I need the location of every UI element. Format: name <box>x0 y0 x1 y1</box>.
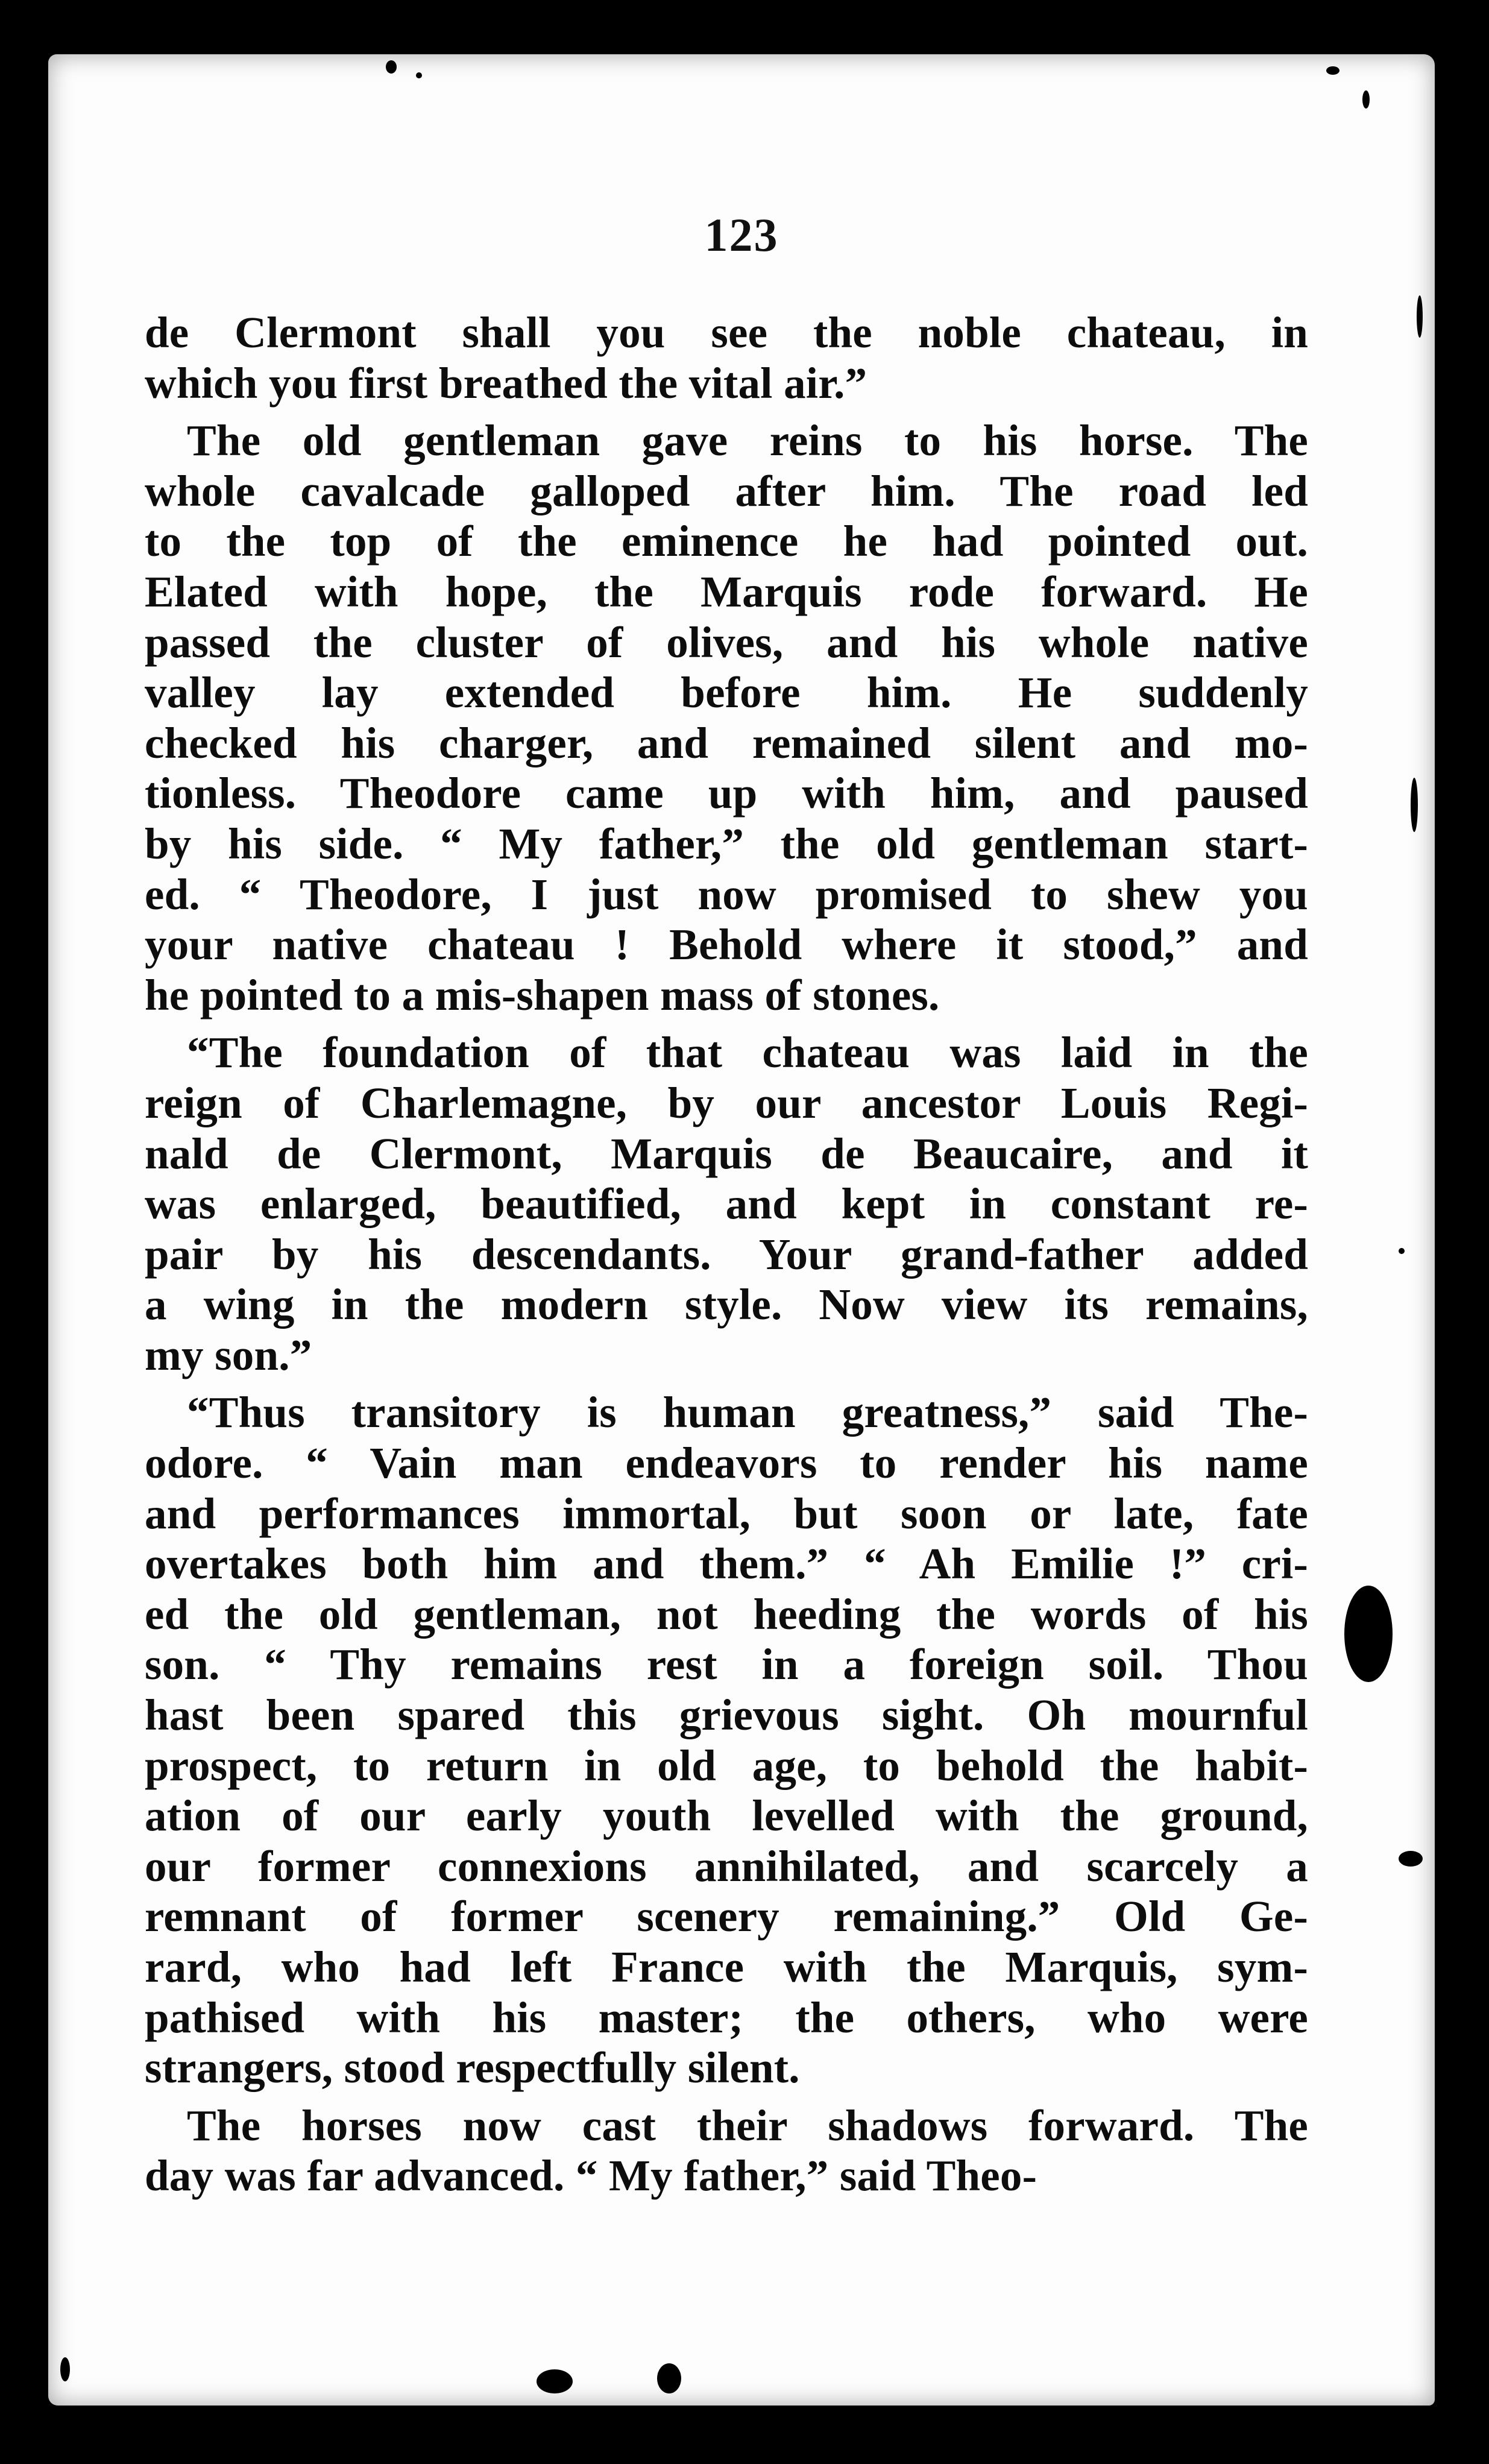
text-line: prospect, to return in old age, to behold the habit- <box>145 1741 1308 1790</box>
text-line: tionless. Theodore came up with him, and paused <box>145 769 1308 818</box>
text-line: overtakes both him and them.” “ Ah Emilie !” cri- <box>145 1539 1308 1589</box>
text-line: valley lay extended before him. He suddenly <box>145 668 1308 717</box>
text-line: my son.” <box>145 1330 312 1379</box>
text-line: he pointed to a mis-shapen mass of stones. <box>145 970 940 1019</box>
scan-speck <box>1417 295 1423 338</box>
text-line: nald de Clermont, Marquis de Beaucaire, and it <box>145 1129 1308 1178</box>
text-line: remnant of former scenery remaining.” Old Ge- <box>145 1892 1308 1941</box>
scan-speck <box>1399 1851 1423 1867</box>
text-line: by his side. “ My father,” the old gentleman start- <box>145 819 1308 868</box>
paragraph <box>145 415 1308 1020</box>
scan-speck <box>1362 90 1370 109</box>
text-line: passed the cluster of olives, and his whole native <box>145 617 1308 667</box>
text-line: ation of our early youth levelled with the ground, <box>145 1791 1308 1841</box>
text-line: The horses now cast their shadows forward. The <box>187 2100 1308 2150</box>
text-line: ed the old gentleman, not heeding the words of his <box>145 1589 1308 1639</box>
text-line: reign of Charlemagne, by our ancestor Louis Regi- <box>145 1078 1308 1127</box>
text-line: day was far advanced. “ My father,” said Theo- <box>145 2151 1037 2201</box>
text-line: son. “ Thy remains rest in a foreign soil. Thou <box>145 1640 1308 1689</box>
text-line: pathised with his master; the others, who were <box>145 1993 1308 2042</box>
text-line: The old gentleman gave reins to his horse. The <box>187 416 1308 465</box>
scan-speck <box>1411 778 1418 832</box>
text-line: pair by his descendants. Your grand-father added <box>145 1229 1308 1279</box>
scan-speck <box>386 60 397 74</box>
text-line: our former connexions annihilated, and scarcely a <box>145 1841 1308 1891</box>
paragraph <box>145 307 1308 408</box>
text-line: strangers, stood respectfully silent. <box>145 2043 800 2093</box>
text-line: checked his charger, and remained silent and mo- <box>145 718 1308 767</box>
scan-speck <box>537 2369 573 2393</box>
paragraph <box>145 1387 1308 2093</box>
text-line: to the top of the eminence he had pointed out. <box>145 517 1308 566</box>
page-number: 123 <box>704 209 779 261</box>
text-line: was enlarged, beautified, and kept in constant re- <box>145 1179 1308 1229</box>
scan-speck <box>60 2357 70 2381</box>
text-line: hast been spared this grievous sight. Oh mournful <box>145 1690 1308 1740</box>
scan-speck <box>1326 66 1339 75</box>
text-line: de Clermont shall you see the noble chateau, in <box>145 308 1308 357</box>
scan-speck <box>416 72 422 78</box>
text-line: rard, who had left France with the Marquis, sym- <box>145 1943 1308 1991</box>
text-line: a wing in the modern style. Now view its remains, <box>145 1280 1308 1329</box>
scan-speck <box>1344 1586 1393 1682</box>
paragraph <box>145 1027 1308 1380</box>
text-line: Elated with hope, the Marquis rode forward. He <box>145 567 1308 616</box>
text-line: “The foundation of that chateau was laid in the <box>187 1028 1308 1077</box>
text-line: your native chateau ! Behold where it stood,” and <box>145 920 1308 969</box>
text-line: odore. “ Vain man endeavors to render his name <box>145 1438 1308 1488</box>
body-text <box>145 307 1308 2208</box>
book-page <box>48 54 1435 2406</box>
scan-speck <box>657 2363 681 2393</box>
scan-speck <box>1399 1248 1405 1254</box>
text-line: and performances immortal, but soon or late, fate <box>145 1489 1308 1538</box>
paragraph <box>145 2100 1308 2201</box>
text-line: ed. “ Theodore, I just now promised to shew you <box>145 869 1308 919</box>
text-line: which you first breathed the vital air.” <box>145 358 867 408</box>
text-line: “Thus transitory is human greatness,” said The- <box>187 1388 1308 1437</box>
text-line: whole cavalcade galloped after him. The road led <box>145 466 1308 515</box>
